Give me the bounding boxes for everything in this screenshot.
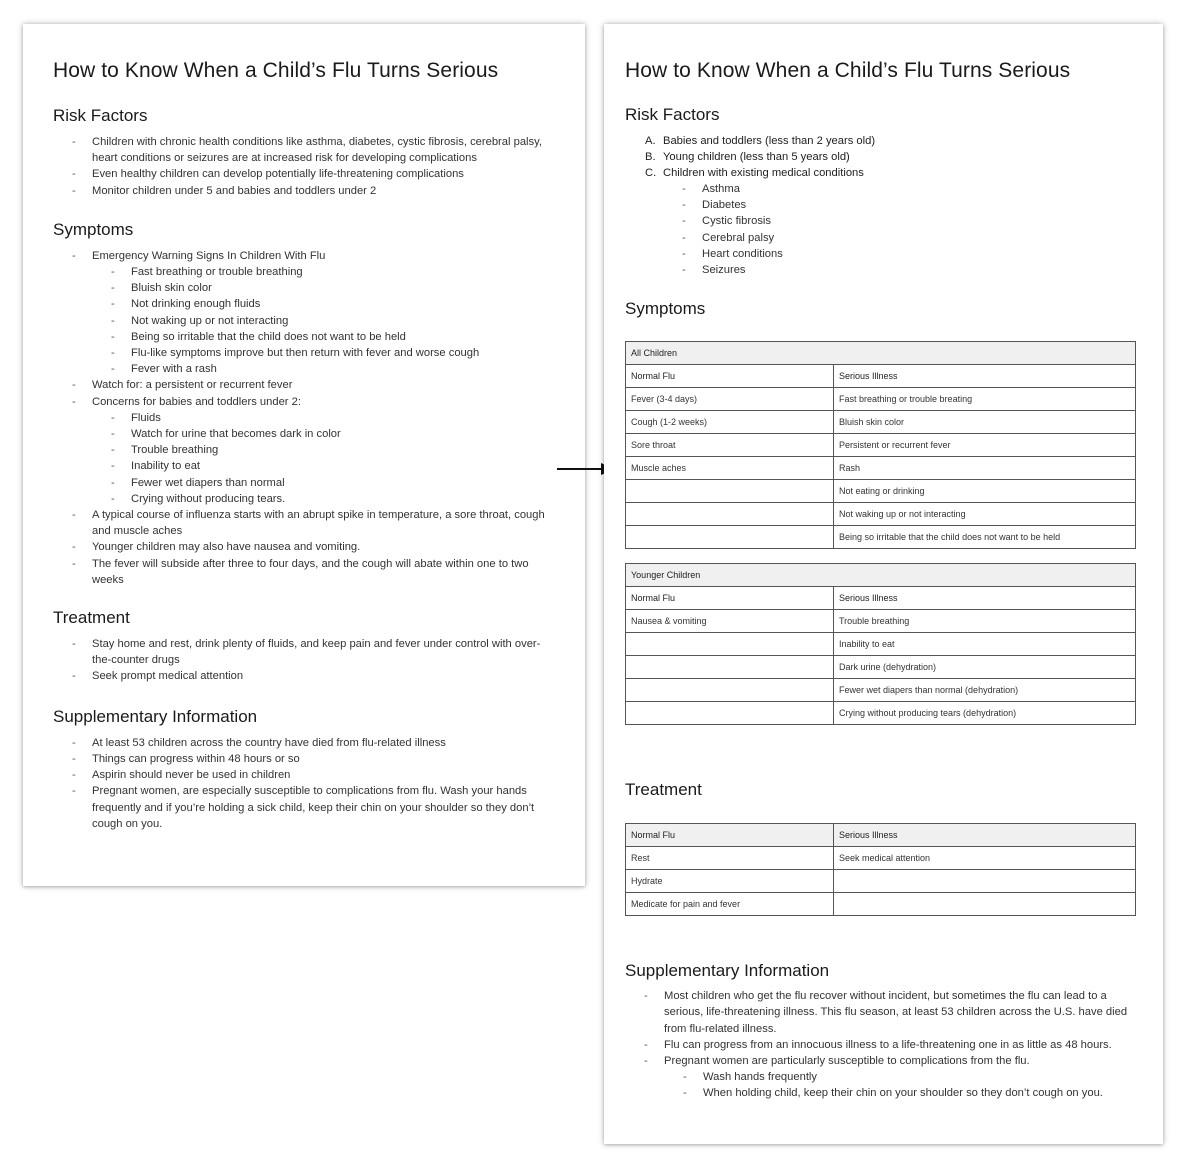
list-item bbox=[625, 1053, 1137, 1102]
table-cell: Crying without producing tears (dehydration) bbox=[834, 702, 1136, 725]
column-header: Serious Illness bbox=[834, 365, 1136, 388]
table-row bbox=[626, 633, 1136, 656]
list-item: - Watch for: a persistent or recurrent fever bbox=[53, 377, 557, 393]
symptoms-heading: Symptoms bbox=[53, 219, 134, 239]
table-row bbox=[626, 893, 1136, 916]
table-cell: Medicate for pain and fever bbox=[626, 893, 834, 916]
table-cell: Cough (1-2 weeks) bbox=[626, 411, 834, 434]
list-item: - Fluids bbox=[92, 410, 557, 426]
list-item: - Seek prompt medical attention bbox=[53, 668, 557, 684]
table-cell: Fever (3-4 days) bbox=[626, 388, 834, 411]
table-row bbox=[626, 847, 1136, 870]
table-row bbox=[626, 656, 1136, 679]
list-item: - Crying without producing tears. bbox=[92, 491, 557, 507]
all-children-table bbox=[625, 341, 1136, 549]
supplementary-heading: Supplementary Information bbox=[625, 961, 830, 981]
table-cell: Not eating or drinking bbox=[834, 480, 1136, 503]
risk-factors-list bbox=[625, 133, 1137, 278]
table-cell: Rest bbox=[626, 847, 834, 870]
table-cell bbox=[626, 526, 834, 549]
table-cell bbox=[626, 503, 834, 526]
list-item: - Younger children may also have nausea and vomiting. bbox=[53, 539, 557, 555]
list-text: Babies and toddlers (less than 2 years old) bbox=[663, 135, 876, 147]
table-cell bbox=[834, 893, 1136, 916]
list-item: - Monitor children under 5 and babies and toddlers under 2 bbox=[53, 183, 557, 199]
list-item bbox=[625, 165, 1137, 278]
symptoms-list bbox=[53, 248, 557, 588]
risk-factors-list bbox=[53, 134, 557, 199]
list-item: - Fever with a rash bbox=[92, 361, 557, 377]
table-row bbox=[626, 526, 1136, 549]
list-item: - Flu can progress from an innocuous illness to a life-threatening one in as little as 48 hours. bbox=[625, 1037, 1137, 1053]
list-item: - Not drinking enough fluids bbox=[92, 296, 557, 312]
table-cell bbox=[626, 480, 834, 503]
treatment-table bbox=[625, 823, 1136, 916]
table-cell: Persistent or recurrent fever bbox=[834, 434, 1136, 457]
list-item: - Being so irritable that the child does not want to be held bbox=[92, 329, 557, 345]
column-header: Normal Flu bbox=[626, 824, 834, 847]
table-cell bbox=[626, 656, 834, 679]
concerns-list bbox=[92, 410, 557, 507]
list-item: - Most children who get the flu recover without incident, but sometimes the flu can lead to a serious, life-threatening illness. This flu season, at least 53 children across the U.S. have died from flu-related illness. bbox=[625, 988, 1137, 1037]
concerns-label: Concerns for babies and toddlers under 2: bbox=[92, 395, 301, 408]
table-cell: Sore throat bbox=[626, 434, 834, 457]
treatment-heading: Treatment bbox=[625, 780, 702, 800]
pregnant-women-label: Pregnant women are particularly susceptible to complications from the flu. bbox=[664, 1055, 1030, 1068]
table-cell: Bluish skin color bbox=[834, 411, 1136, 434]
table-cell bbox=[626, 633, 834, 656]
list-item: - Things can progress within 48 hours or so bbox=[53, 751, 557, 767]
table-row bbox=[626, 434, 1136, 457]
column-header: Serious Illness bbox=[834, 587, 1136, 610]
list-item: - Fewer wet diapers than normal bbox=[92, 475, 557, 491]
table-cell: Dark urine (dehydration) bbox=[834, 656, 1136, 679]
supplementary-sub-list bbox=[664, 1069, 1137, 1101]
list-item: - Children with chronic health conditions like asthma, diabetes, cystic fibrosis, cerebral palsy, heart conditions or seizures are at increased risk for developing complications bbox=[53, 134, 557, 166]
list-text: Children with existing medical conditions bbox=[663, 167, 864, 179]
table-cell: Muscle aches bbox=[626, 457, 834, 480]
list-text: Young children (less than 5 years old) bbox=[663, 151, 850, 163]
list-item: - Inability to eat bbox=[92, 458, 557, 474]
list-item: - Bluish skin color bbox=[92, 280, 557, 296]
younger-children-table bbox=[625, 563, 1136, 725]
list-item: - Cerebral palsy bbox=[663, 230, 1137, 246]
table-row bbox=[626, 503, 1136, 526]
list-item: - Asthma bbox=[663, 181, 1137, 197]
table-row bbox=[626, 388, 1136, 411]
list-item: - A typical course of influenza starts with an abrupt spike in temperature, a sore throat, cough and muscle aches bbox=[53, 507, 557, 539]
table-row bbox=[626, 411, 1136, 434]
column-header: Normal Flu bbox=[626, 365, 834, 388]
table-cell bbox=[626, 679, 834, 702]
table-cell: Inability to eat bbox=[834, 633, 1136, 656]
list-item: - When holding child, keep their chin on your shoulder so they don’t cough on you. bbox=[664, 1085, 1137, 1101]
list-item bbox=[53, 394, 557, 507]
list-item: - Even healthy children can develop potentially life-threatening complications bbox=[53, 166, 557, 182]
table-row bbox=[626, 610, 1136, 633]
list-item: - Trouble breathing bbox=[92, 442, 557, 458]
table-cell: Being so irritable that the child does not want to be held bbox=[834, 526, 1136, 549]
list-item bbox=[53, 248, 557, 378]
list-item: - The fever will subside after three to four days, and the cough will abate within one to two weeks bbox=[53, 556, 557, 588]
list-letter: B. bbox=[645, 151, 656, 163]
list-item: - Stay home and rest, drink plenty of fluids, and keep pain and fever under control with over-the-counter drugs bbox=[53, 636, 557, 668]
page-title: How to Know When a Child’s Flu Turns Serious bbox=[625, 59, 1071, 82]
column-header: Normal Flu bbox=[626, 587, 834, 610]
supplementary-list bbox=[625, 988, 1137, 1101]
table-row bbox=[626, 702, 1136, 725]
list-item: - Heart conditions bbox=[663, 246, 1137, 262]
list-item: - Fast breathing or trouble breathing bbox=[92, 264, 557, 280]
table-caption: Younger Children bbox=[626, 564, 1136, 587]
list-item bbox=[625, 149, 1137, 165]
list-item: - Watch for urine that becomes dark in color bbox=[92, 426, 557, 442]
column-header: Serious Illness bbox=[834, 824, 1136, 847]
table-cell: Nausea & vomiting bbox=[626, 610, 834, 633]
treatment-list bbox=[53, 636, 557, 685]
page-title: How to Know When a Child’s Flu Turns Serious bbox=[53, 59, 499, 82]
table-cell: Hydrate bbox=[626, 870, 834, 893]
table-cell bbox=[834, 870, 1136, 893]
list-item: - Cystic fibrosis bbox=[663, 213, 1137, 229]
list-item: - Not waking up or not interacting bbox=[92, 313, 557, 329]
list-item: - Wash hands frequently bbox=[664, 1069, 1137, 1085]
list-letter: A. bbox=[645, 135, 656, 147]
list-item: - Pregnant women, are especially susceptible to complications from flu. Wash your hands frequently and if you’re holding a sick child, keep their chin on your shoulder so they don’t cough on you. bbox=[53, 783, 557, 832]
list-item: - Aspirin should never be used in children bbox=[53, 767, 557, 783]
table-row bbox=[626, 679, 1136, 702]
list-item: - Flu-like symptoms improve but then return with fever and worse cough bbox=[92, 345, 557, 361]
table-cell: Not waking up or not interacting bbox=[834, 503, 1136, 526]
table-cell bbox=[626, 702, 834, 725]
table-cell: Seek medical attention bbox=[834, 847, 1136, 870]
emergency-signs-list bbox=[92, 264, 557, 377]
treatment-heading: Treatment bbox=[53, 608, 130, 628]
risk-factors-heading: Risk Factors bbox=[625, 105, 720, 124]
table-row bbox=[626, 870, 1136, 893]
table-cell: Fast breathing or trouble breating bbox=[834, 388, 1136, 411]
table-cell: Trouble breathing bbox=[834, 610, 1136, 633]
risk-factors-heading: Risk Factors bbox=[53, 106, 148, 125]
list-item bbox=[625, 133, 1137, 149]
list-letter: C. bbox=[645, 167, 657, 179]
table-row bbox=[626, 480, 1136, 503]
table-cell: Rash bbox=[834, 457, 1136, 480]
emergency-signs-label: Emergency Warning Signs In Children With Flu bbox=[92, 249, 326, 262]
document-page-before bbox=[23, 24, 585, 886]
table-cell: Fewer wet diapers than normal (dehydration) bbox=[834, 679, 1136, 702]
symptoms-heading: Symptoms bbox=[625, 299, 706, 319]
supplementary-heading: Supplementary Information bbox=[53, 706, 258, 726]
conditions-list bbox=[663, 181, 1137, 278]
table-caption: All Children bbox=[626, 342, 1136, 365]
list-item: - Diabetes bbox=[663, 197, 1137, 213]
supplementary-list bbox=[53, 735, 557, 832]
document-page-after bbox=[604, 24, 1163, 1144]
table-row bbox=[626, 457, 1136, 480]
list-item: - Seizures bbox=[663, 262, 1137, 278]
list-item: - At least 53 children across the country have died from flu-related illness bbox=[53, 735, 557, 751]
